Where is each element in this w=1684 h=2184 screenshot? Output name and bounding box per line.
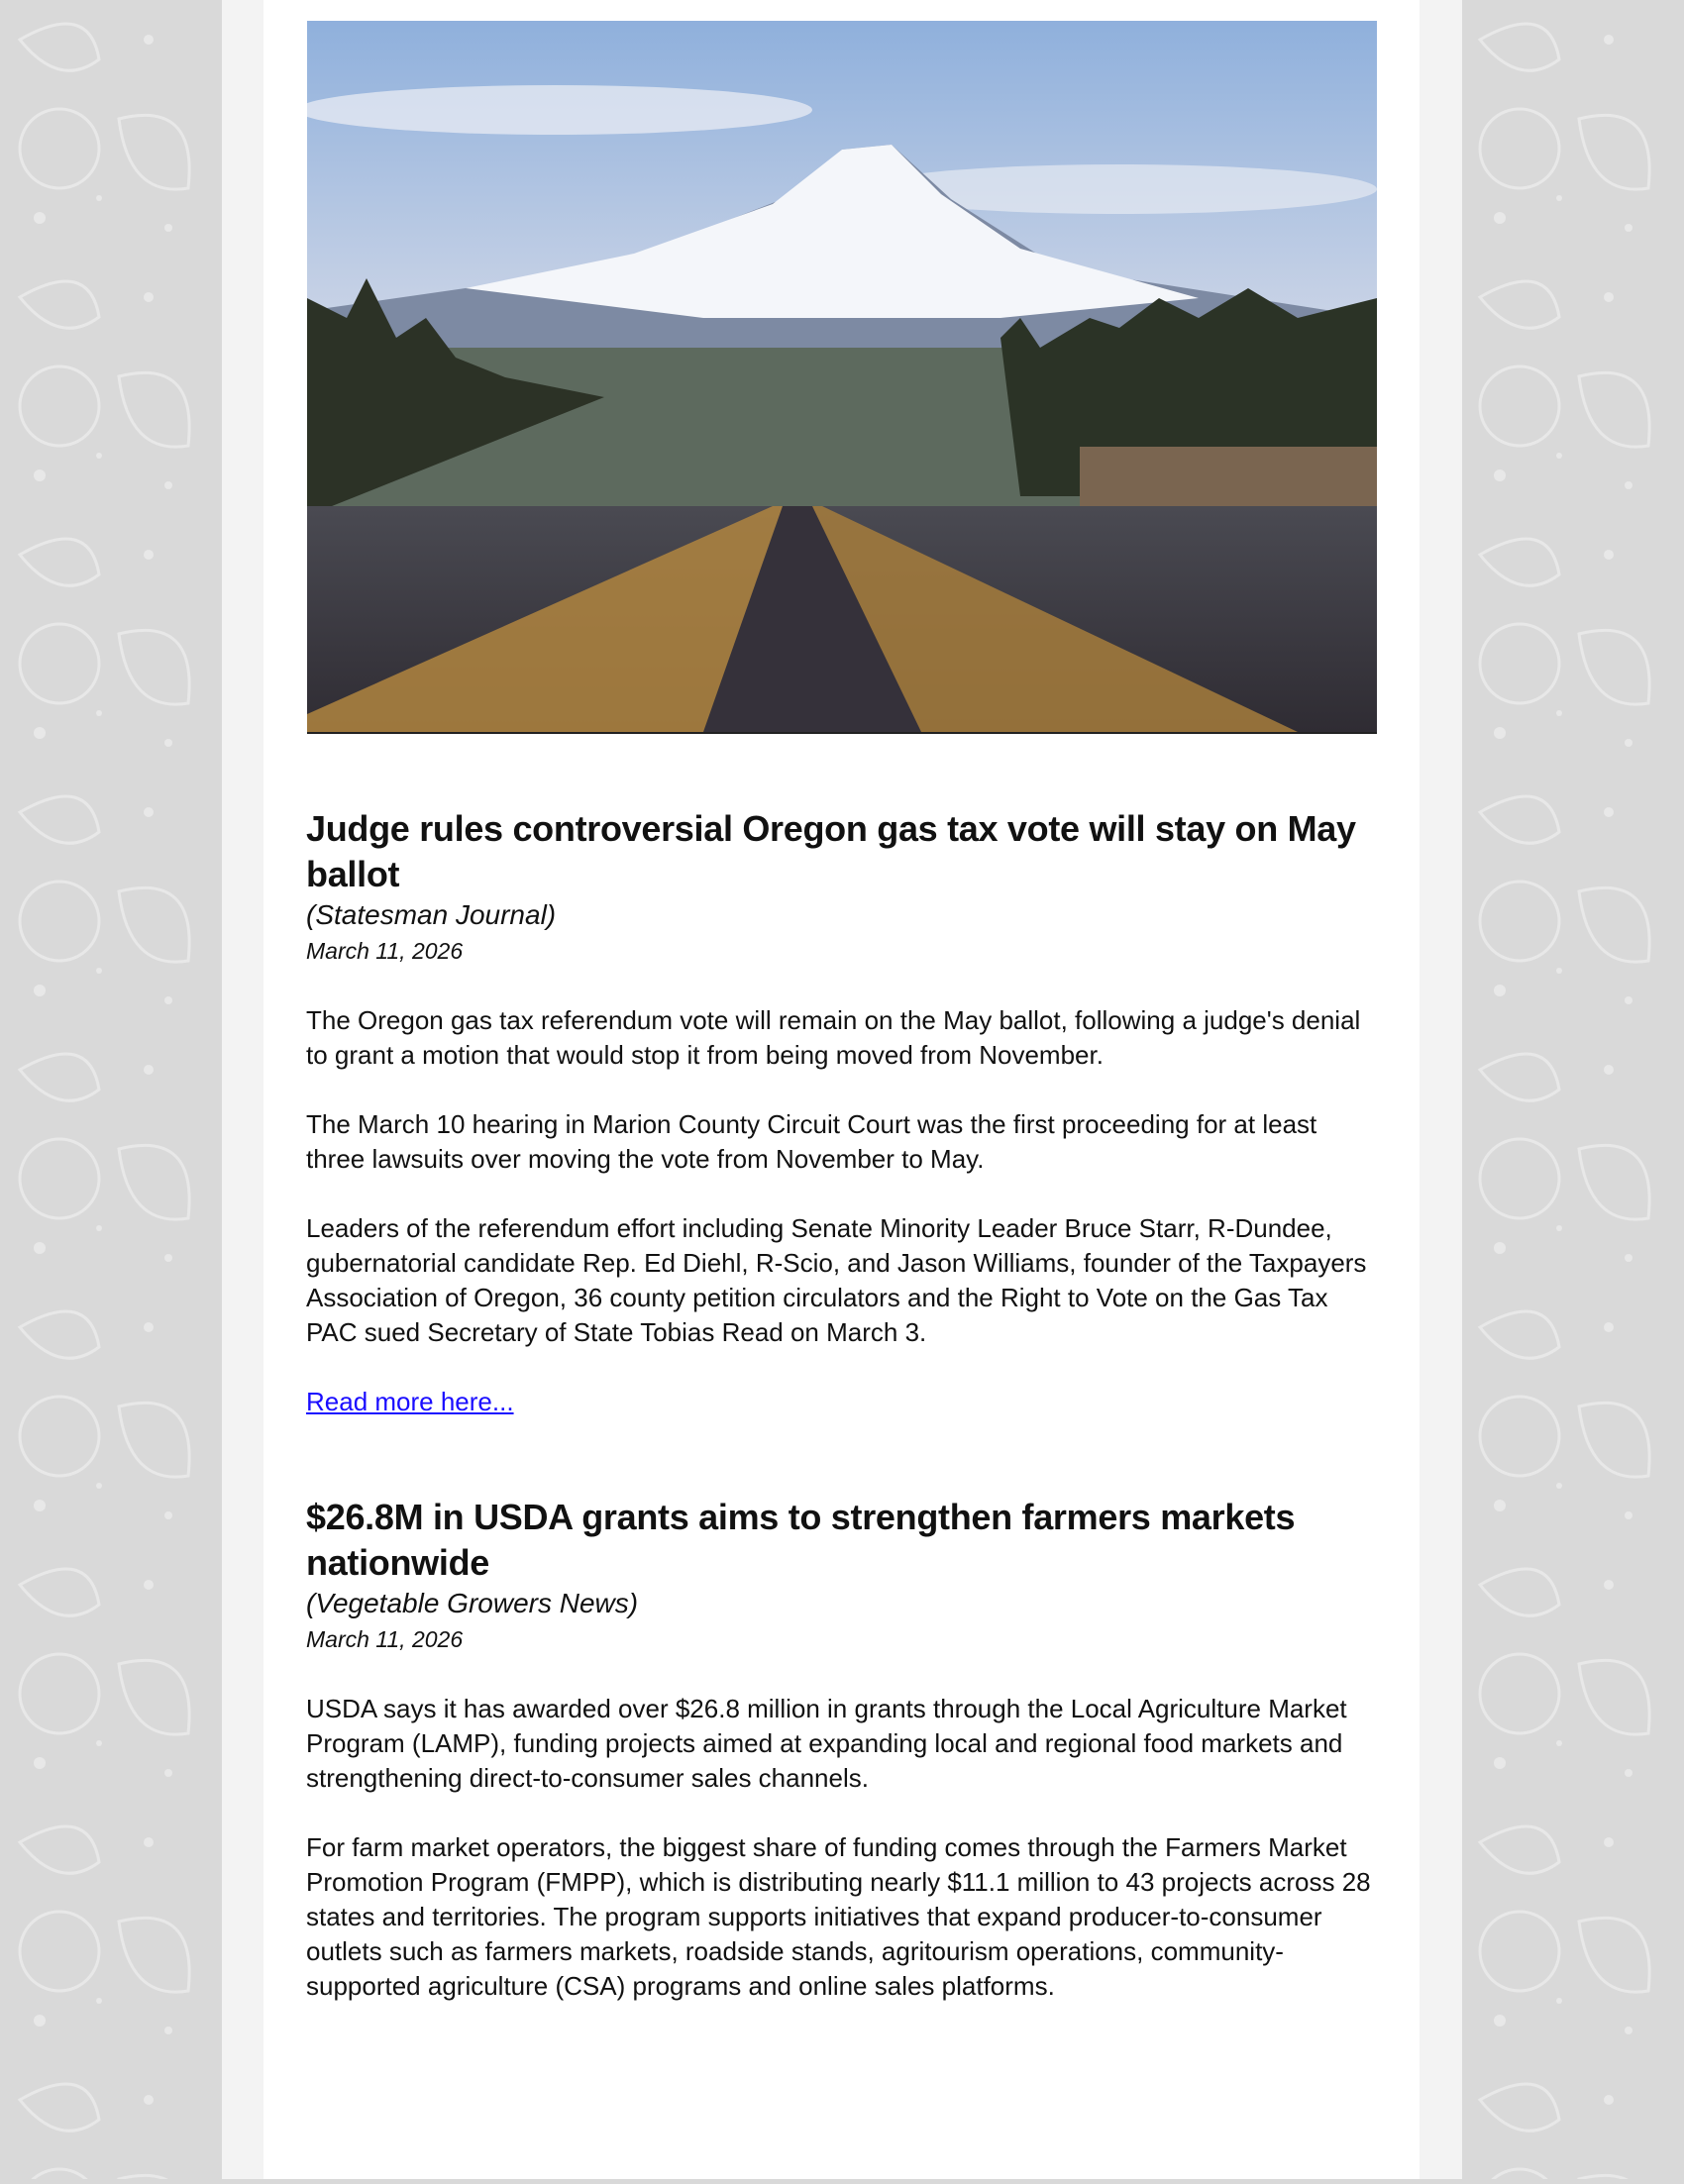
article-usda-grants [306,1495,1381,2004]
article-paragraph: The Oregon gas tax referendum vote will remain on the May ballot, following a judge's denial to grant a motion that would stop it from being moved from November. [306,1005,1361,1070]
hero-image-mountain-road [307,21,1377,734]
decorative-pattern-left [0,0,222,2179]
article-source: (Vegetable Growers News) [306,1588,639,1618]
leaf-pattern-icon [1460,0,1684,2179]
article-title: Judge rules controversial Oregon gas tax vote will stay on May ballot [306,808,1356,894]
article-date: March 11, 2026 [306,1626,464,1652]
article-paragraph: USDA says it has awarded over $26.8 million in grants through the Local Agriculture Market Program (LAMP), funding projects aimed at expanding local and regional food markets and strengthening direct-to-consumer sales channels. [306,1694,1347,1793]
decorative-pattern-right [1460,0,1684,2179]
read-more-link[interactable]: Read more here... [306,1387,514,1416]
article-paragraph: The March 10 hearing in Marion County Circuit Court was the first proceeding for at least three lawsuits over moving the vote from November to May. [306,1109,1317,1174]
article-source: (Statesman Journal) [306,899,557,930]
newsletter-content [306,806,1381,2004]
article-title: $26.8M in USDA grants aims to strengthen farmers markets nationwide [306,1497,1296,1583]
article-paragraph: For farm market operators, the biggest share of funding comes through the Farmers Market Promotion Program (FMPP), which is distributing nearly $11.1 million to 43 projects across 28 states and territories. The program supports initiatives that expand producer-to-consumer outlets such as farmers markets, roadside stands, agritourism operations, community-supported agriculture (CSA) programs and online sales platforms. [306,1832,1371,2001]
article-date: March 11, 2026 [306,938,464,964]
article-paragraph: Leaders of the referendum effort including Senate Minority Leader Bruce Starr, R-Dundee, gubernatorial candidate Rep. Ed Diehl, R-Scio, and Jason Williams, founder of the Taxpayers Association of Oregon, 36 county petition circulators and the Right to Vote on the Gas Tax PAC sued Secretary of State Tobias Read on March 3. [306,1213,1367,1347]
article-gas-tax [306,806,1381,1419]
leaf-pattern-icon [0,0,222,2179]
